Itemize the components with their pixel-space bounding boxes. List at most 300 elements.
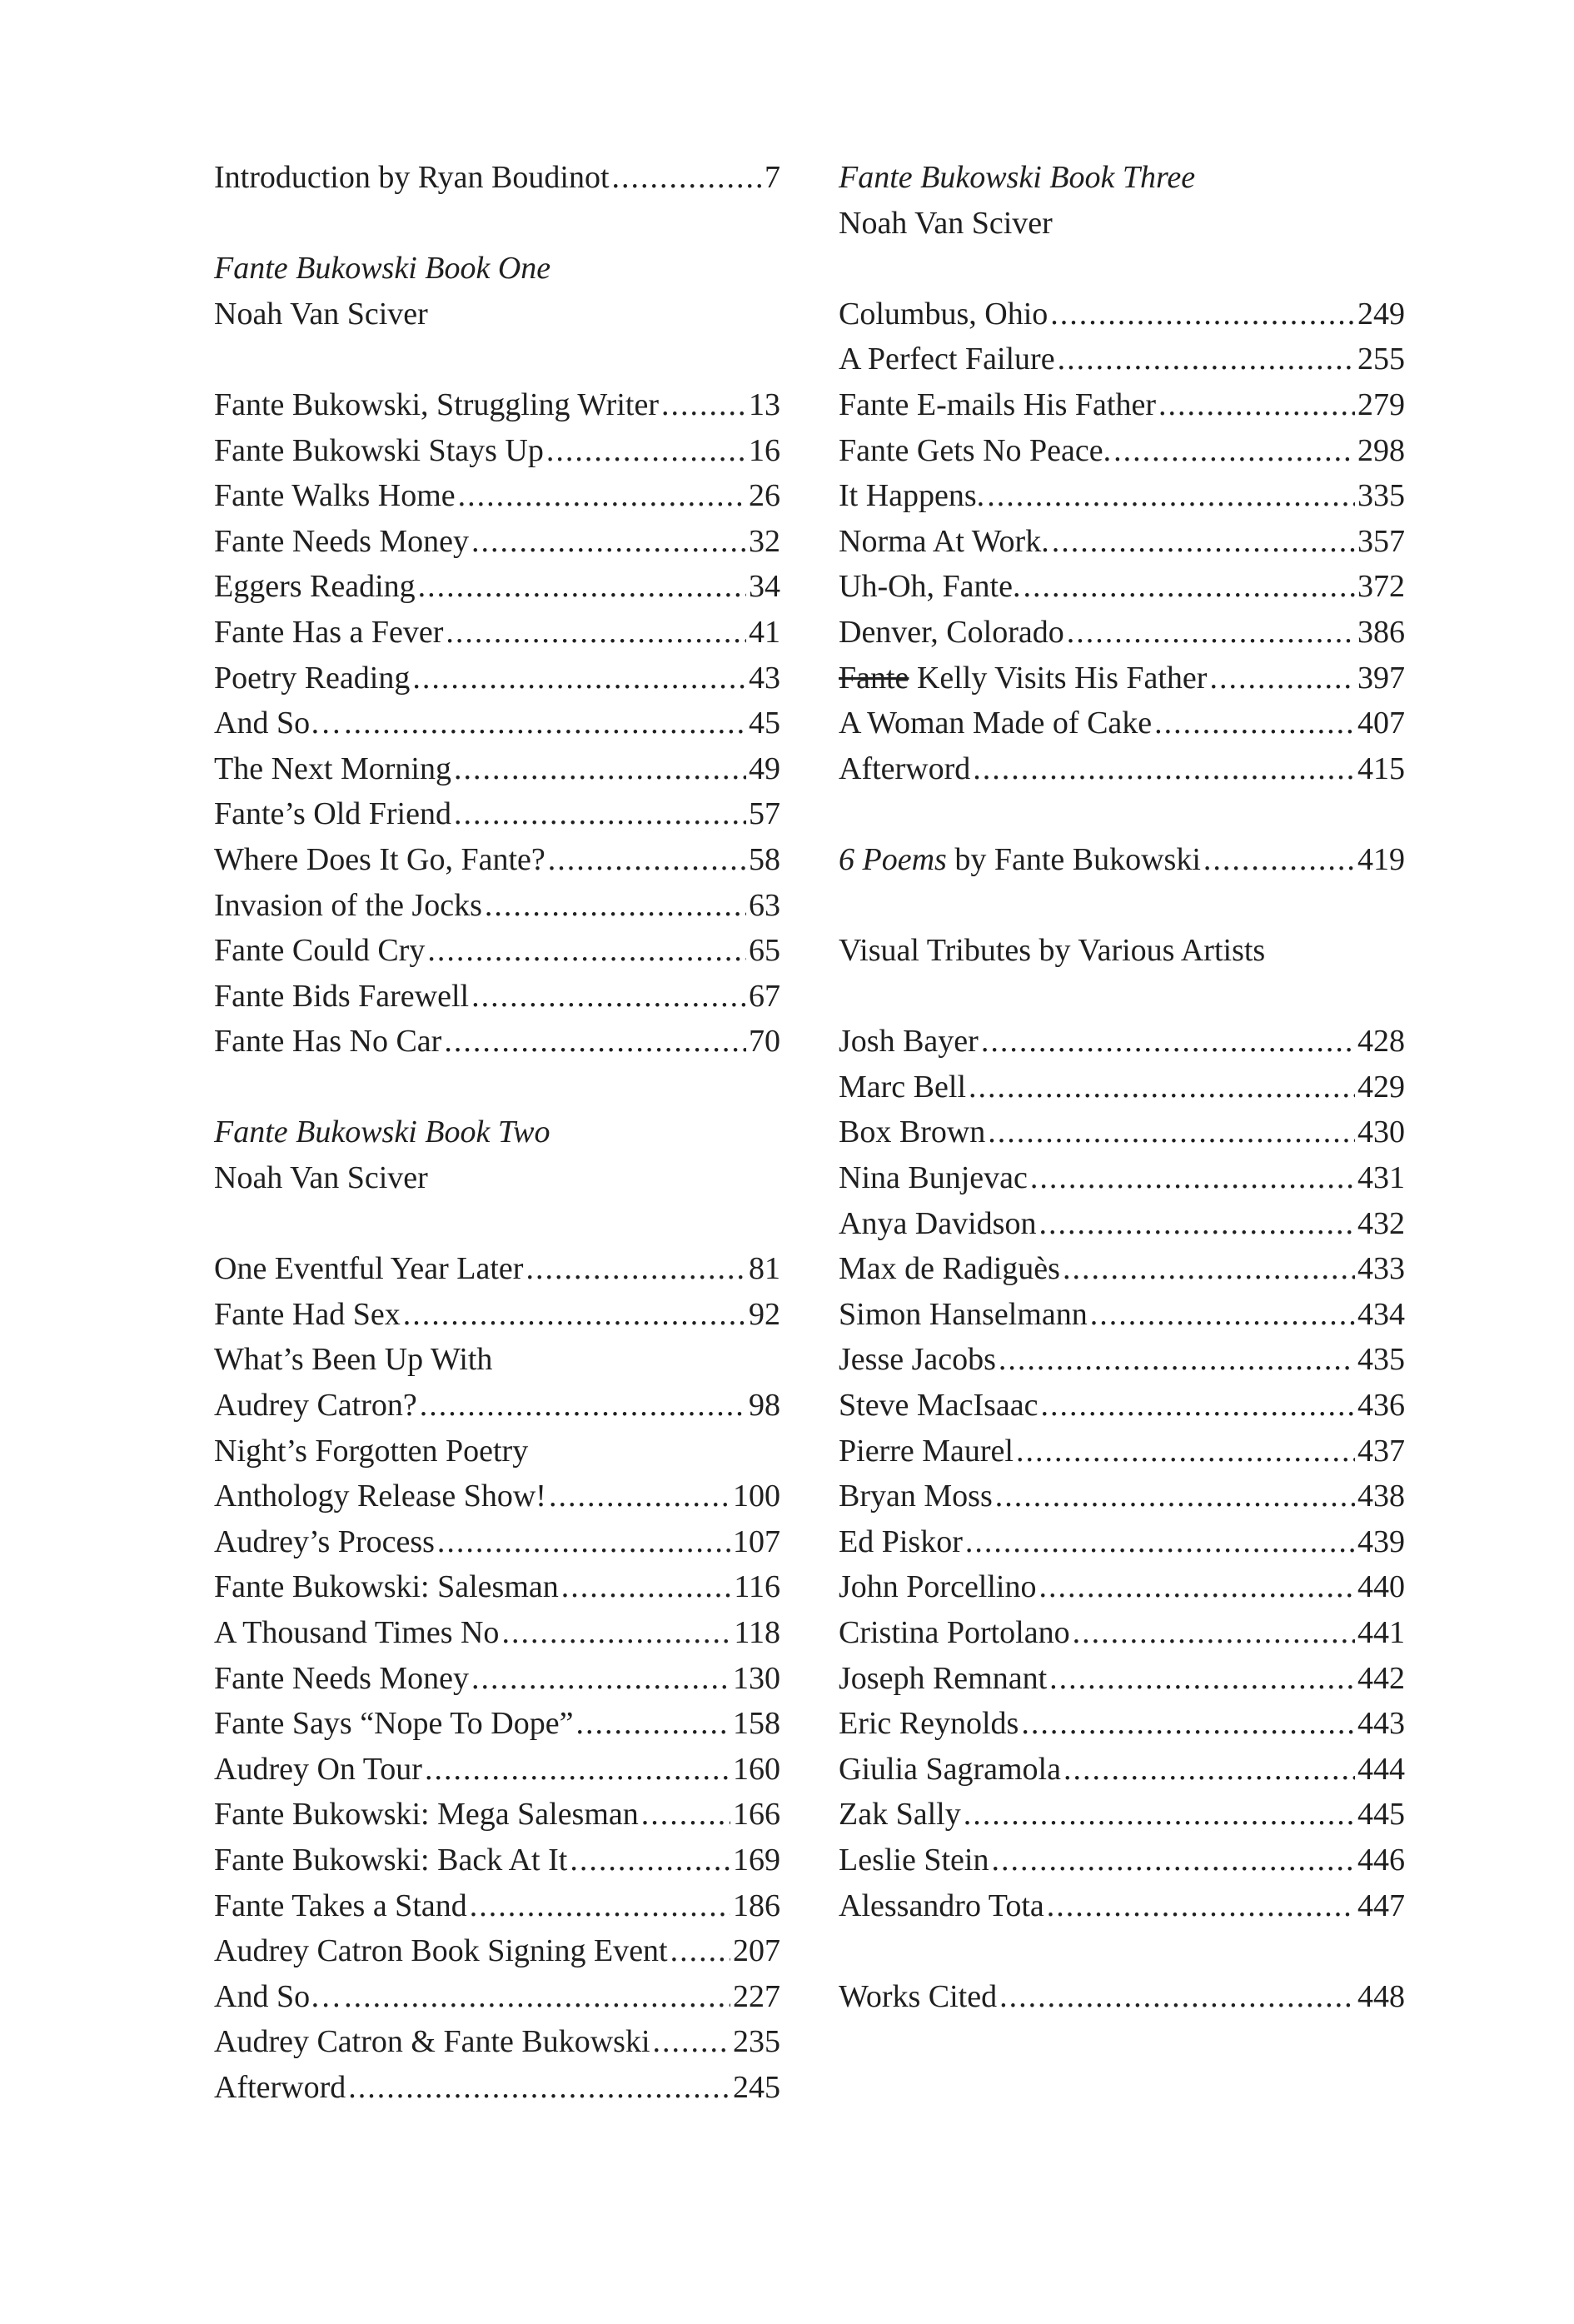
toc-entry[interactable]	[839, 1383, 1405, 1429]
toc-entry-title: Afterword	[839, 751, 971, 786]
toc-entry[interactable]	[839, 473, 1405, 519]
spacer	[839, 246, 1405, 292]
dot-leader	[987, 473, 1355, 519]
toc-entry-title: Steve MacIsaac	[839, 1388, 1039, 1424]
toc-entry-title: Fante Needs Money	[214, 523, 470, 559]
toc-entry-page: 160	[733, 1751, 780, 1787]
toc-entry-title: Anya Davidson	[839, 1205, 1037, 1241]
toc-entry-page: 437	[1357, 1433, 1405, 1469]
book-two-entries	[214, 1246, 780, 2110]
toc-entry-title: One Eventful Year Later	[214, 1251, 524, 1287]
toc-entry-title: Fante Has No Car	[214, 1024, 442, 1060]
section-heading-book-three	[839, 155, 1405, 201]
toc-entry-page: 440	[1357, 1569, 1405, 1605]
toc-entry-title: Columbus, Ohio	[839, 296, 1049, 332]
dot-leader	[1209, 656, 1355, 701]
toc-entry[interactable]	[214, 1383, 780, 1429]
dot-leader	[1039, 1201, 1355, 1247]
toc-entry[interactable]	[214, 791, 780, 837]
toc-entry-page: 107	[733, 1524, 780, 1559]
toc-entry[interactable]	[839, 1610, 1405, 1656]
dot-leader	[1058, 337, 1355, 382]
toc-entry-page: 279	[1357, 387, 1405, 422]
toc-entry-page: 166	[733, 1797, 780, 1833]
toc-entry[interactable]	[839, 1246, 1405, 1292]
dot-leader	[418, 564, 746, 610]
struck-word: Fante	[839, 660, 909, 696]
toc-entry[interactable]	[214, 701, 780, 746]
section-heading: Fante Bukowski Book Three	[839, 160, 1196, 195]
toc-entry-title: Simon Hanselmann	[839, 1296, 1088, 1332]
spacer	[214, 1201, 780, 1247]
toc-entry[interactable]	[839, 1701, 1405, 1747]
toc-entry-works-cited[interactable]	[839, 1974, 1405, 2020]
toc-entry-page: 441	[1357, 1615, 1405, 1650]
toc-entry-page: 397	[1357, 660, 1405, 696]
toc-entry[interactable]	[839, 1474, 1405, 1519]
toc-entry-page: 81	[749, 1251, 780, 1287]
toc-entry[interactable]	[839, 1292, 1405, 1338]
toc-entry-page: 428	[1357, 1024, 1405, 1060]
dot-leader	[471, 1656, 730, 1702]
toc-entry[interactable]	[839, 292, 1405, 337]
toc-entry[interactable]	[214, 1747, 780, 1793]
dot-leader	[525, 1246, 746, 1292]
dot-leader	[1158, 382, 1355, 428]
author-name: Noah Van Sciver	[839, 205, 1053, 241]
toc-entry-title: Introduction by Ryan Boudinot	[214, 160, 610, 195]
dot-leader	[1021, 1701, 1355, 1747]
toc-entry[interactable]	[839, 428, 1405, 474]
toc-entry-page: 438	[1357, 1479, 1405, 1514]
toc-entry[interactable]	[214, 1974, 780, 2020]
toc-entry-page: 443	[1357, 1706, 1405, 1742]
toc-entry-page: 255	[1357, 342, 1405, 377]
toc-entry-page: 100	[733, 1479, 780, 1514]
dot-leader	[454, 746, 746, 792]
toc-entry[interactable]	[214, 519, 780, 565]
dot-leader	[641, 1792, 730, 1838]
dot-leader	[348, 2065, 730, 2111]
toc-entry-title: Pierre Maurel	[839, 1433, 1014, 1469]
toc-entry[interactable]	[839, 1747, 1405, 1793]
toc-entry-page: 435	[1357, 1342, 1405, 1378]
toc-entry-title: Ed Piskor	[839, 1524, 963, 1559]
toc-entry-page: 67	[749, 978, 780, 1014]
toc-entry-title: A Perfect Failure	[839, 342, 1055, 377]
toc-entry[interactable]	[839, 1519, 1405, 1565]
toc-entry-page: 63	[749, 887, 780, 923]
toc-left-column	[214, 155, 780, 2111]
tribute-entries	[839, 1019, 1405, 1928]
toc-entry-title: Fante Takes a Stand	[214, 1888, 467, 1923]
dot-leader	[965, 1519, 1355, 1565]
toc-entry[interactable]	[839, 1110, 1405, 1155]
dot-leader	[653, 2019, 730, 2065]
dot-leader	[991, 1838, 1355, 1883]
toc-entry-page: 207	[733, 1933, 780, 1969]
toc-entry[interactable]	[214, 2019, 780, 2065]
toc-entry-title: Fante Says “Nope To Dope”	[214, 1706, 574, 1742]
toc-entry[interactable]	[214, 610, 780, 656]
dot-leader	[549, 1474, 730, 1519]
dot-leader	[612, 155, 763, 201]
toc-entry[interactable]	[214, 656, 780, 701]
toc-entry-page: 98	[749, 1388, 780, 1424]
dot-leader	[999, 1974, 1355, 2020]
toc-entry-page: 227	[733, 1978, 780, 2014]
toc-entry-title: Leslie Stein	[839, 1842, 989, 1878]
dot-leader	[1041, 1383, 1356, 1429]
toc-entry-title-text: Kelly Visits His Father	[916, 660, 1208, 696]
dot-leader	[1073, 1610, 1355, 1656]
toc-entry-page: 433	[1357, 1251, 1405, 1287]
section-author	[839, 201, 1405, 247]
toc-entry-page: 26	[749, 478, 780, 514]
toc-entry[interactable]	[214, 974, 780, 1020]
dot-leader	[570, 1838, 730, 1883]
toc-entry[interactable]	[214, 1474, 780, 1519]
toc-entry-title: Fante Bukowski: Back At It	[214, 1842, 568, 1878]
author-name: Noah Van Sciver	[214, 1160, 428, 1196]
toc-entry[interactable]	[214, 1564, 780, 1610]
toc-right-column	[839, 155, 1405, 2019]
toc-entry-title: John Porcellino	[839, 1569, 1037, 1605]
dot-leader	[344, 1974, 730, 2020]
toc-entry-title: Eric Reynolds	[839, 1706, 1019, 1742]
book-one-entries	[214, 382, 780, 1065]
toc-entry-page: 432	[1357, 1205, 1405, 1241]
dot-leader	[1052, 519, 1355, 565]
dot-leader	[446, 610, 746, 656]
book-three-entries	[839, 292, 1405, 792]
toc-entry-title: Anthology Release Show!	[214, 1479, 546, 1514]
toc-entry-title: Cristina Portolano	[839, 1615, 1070, 1650]
spacer	[839, 1928, 1405, 1974]
dot-leader	[1063, 1747, 1355, 1793]
toc-entry-title: Fante Could Cry	[214, 933, 426, 969]
toc-entry-page: 7	[765, 160, 780, 195]
dot-leader	[1049, 1656, 1355, 1702]
toc-entry-title: Nina Bunjevac	[839, 1160, 1028, 1196]
toc-entry[interactable]	[839, 1564, 1405, 1610]
toc-entry[interactable]	[214, 746, 780, 792]
toc-entry-title: Zak Sally	[839, 1797, 961, 1833]
toc-entry-page: 58	[749, 841, 780, 877]
dot-leader	[485, 883, 746, 929]
dot-leader	[964, 1792, 1355, 1838]
toc-entry-title	[839, 656, 1207, 701]
toc-entry-title: Denver, Colorado	[839, 614, 1064, 650]
toc-entry-title: Fante Bids Farewell	[214, 978, 470, 1014]
spacer	[839, 791, 1405, 837]
toc-entry-page: 446	[1357, 1842, 1405, 1878]
toc-entry-title: Fante’s Old Friend	[214, 796, 451, 832]
poems-italic: 6 Poems	[839, 841, 947, 877]
dot-leader	[471, 519, 746, 565]
toc-entry[interactable]	[839, 564, 1405, 610]
toc-entry-page: 415	[1357, 751, 1405, 786]
dot-leader	[548, 837, 746, 883]
toc-entry-page: 49	[749, 751, 780, 786]
toc-entry-title: Night’s Forgotten Poetry	[214, 1433, 529, 1469]
dot-leader	[1113, 428, 1355, 474]
toc-entry-title: And So…	[214, 1978, 342, 2014]
toc-entry-page: 386	[1357, 614, 1405, 650]
toc-entry[interactable]	[839, 519, 1405, 565]
toc-entry[interactable]	[839, 382, 1405, 428]
toc-entry-title: Jesse Jacobs	[839, 1342, 996, 1378]
toc-entry-title: Fante E-mails His Father	[839, 387, 1156, 422]
toc-entry-title: Fante Bukowski: Mega Salesman	[214, 1797, 639, 1833]
toc-entry[interactable]	[214, 883, 780, 929]
toc-entry[interactable]	[839, 1883, 1405, 1929]
toc-entry-title: Audrey Catron & Fante Bukowski	[214, 2024, 650, 2060]
toc-entry-page: 447	[1357, 1888, 1405, 1923]
toc-entry-page: 130	[733, 1660, 780, 1696]
toc-entry[interactable]	[839, 1337, 1405, 1383]
toc-entry-page: 16	[749, 432, 780, 468]
toc-entry-title: What’s Been Up With	[214, 1342, 493, 1378]
toc-entry-page: 118	[734, 1615, 780, 1650]
toc-entry-page: 357	[1357, 523, 1405, 559]
section-author	[214, 1155, 780, 1201]
toc-entry[interactable]	[214, 428, 780, 474]
toc-entry-page: 430	[1357, 1115, 1405, 1150]
toc-entry-title: Audrey Catron Book Signing Event	[214, 1933, 668, 1969]
dot-leader	[1023, 564, 1355, 610]
section-heading: Fante Bukowski Book Two	[214, 1115, 550, 1150]
dot-leader	[995, 1474, 1355, 1519]
dot-leader	[1050, 292, 1355, 337]
spacer	[839, 883, 1405, 929]
dot-leader	[988, 1110, 1355, 1155]
dot-leader	[981, 1019, 1355, 1065]
dot-leader	[969, 1065, 1355, 1110]
toc-entry-title: Giulia Sagramola	[839, 1751, 1061, 1787]
dot-leader	[999, 1337, 1355, 1383]
toc-entry[interactable]	[214, 837, 780, 883]
toc-entry-page: 235	[733, 2024, 780, 2060]
toc-entry-page: 34	[749, 569, 780, 605]
toc-entry[interactable]	[214, 1838, 780, 1883]
toc-entry-page: 445	[1357, 1797, 1405, 1833]
toc-entry-page: 431	[1357, 1160, 1405, 1196]
spacer	[214, 1065, 780, 1110]
toc-entry-title-line[interactable]	[214, 1429, 780, 1474]
dot-leader	[425, 1747, 730, 1793]
toc-entry-title: Afterword	[214, 2069, 346, 2105]
toc-entry-page: 298	[1357, 432, 1405, 468]
section-heading-book-two	[214, 1110, 780, 1155]
toc-entry-title: Fante Walks Home	[214, 478, 456, 514]
toc-entry[interactable]	[839, 1201, 1405, 1247]
toc-entry-page: 92	[749, 1296, 780, 1332]
toc-entry-title: Fante Bukowski Stays Up	[214, 432, 544, 468]
toc-entry[interactable]	[214, 1519, 780, 1565]
toc-entry[interactable]	[214, 382, 780, 428]
toc-entry-page: 419	[1357, 841, 1405, 877]
spacer	[214, 337, 780, 382]
dot-leader	[661, 382, 746, 428]
spacer	[214, 201, 780, 247]
toc-entry[interactable]	[214, 1246, 780, 1292]
dot-leader	[1203, 837, 1355, 883]
toc-entry-title: Eggers Reading	[214, 569, 416, 605]
dot-leader	[420, 1383, 746, 1429]
toc-entry-title: A Thousand Times No	[214, 1615, 500, 1650]
toc-entry[interactable]	[839, 337, 1405, 382]
toc-entry-title: Poetry Reading	[214, 660, 411, 696]
dot-leader	[1016, 1429, 1355, 1474]
toc-entry[interactable]	[839, 1429, 1405, 1474]
toc-entry-title: Fante Bukowski: Salesman	[214, 1569, 559, 1605]
toc-entry-title: It Happens.	[839, 478, 985, 514]
toc-entry[interactable]	[214, 1610, 780, 1656]
toc-entry-title: Invasion of the Jocks	[214, 887, 482, 923]
section-author	[214, 292, 780, 337]
poems-byline: by Fante Bukowski	[954, 841, 1201, 877]
toc-entry-title: Josh Bayer	[839, 1024, 979, 1060]
toc-entry[interactable]	[214, 1656, 780, 1702]
toc-entry-introduction[interactable]	[214, 155, 780, 201]
dot-leader	[471, 974, 746, 1020]
spacer	[839, 974, 1405, 1020]
dot-leader	[454, 791, 746, 837]
toc-entry-title: Fante Needs Money	[214, 1660, 470, 1696]
toc-entry[interactable]	[214, 1792, 780, 1838]
dot-leader	[1067, 610, 1355, 656]
toc-entry[interactable]	[839, 1838, 1405, 1883]
toc-entry-page: 41	[749, 614, 780, 650]
toc-entry-page: 245	[733, 2069, 780, 2105]
toc-entry-page: 13	[749, 387, 780, 422]
section-heading: Visual Tributes by Various Artists	[839, 933, 1266, 969]
toc-entry[interactable]	[839, 1065, 1405, 1110]
toc-entry-title: Alessandro Tota	[839, 1888, 1044, 1923]
toc-entry-poems[interactable]	[839, 837, 1405, 883]
dot-leader	[427, 928, 746, 974]
toc-entry[interactable]	[214, 1701, 780, 1747]
dot-leader	[973, 746, 1355, 792]
dot-leader	[1039, 1564, 1355, 1610]
toc-entry-title: Fante Had Sex	[214, 1296, 401, 1332]
toc-entry[interactable]	[214, 928, 780, 974]
toc-entry[interactable]	[839, 701, 1405, 746]
dot-leader	[344, 701, 746, 746]
toc-entry-title: Fante Gets No Peace.	[839, 432, 1112, 468]
toc-entry[interactable]	[214, 564, 780, 610]
dot-leader	[561, 1564, 732, 1610]
toc-entry-title: And So…	[214, 706, 342, 741]
toc-entry[interactable]	[839, 656, 1405, 701]
toc-entry-title: Where Does It Go, Fante?	[214, 841, 545, 877]
dot-leader	[1154, 701, 1355, 746]
toc-entry-page: 158	[733, 1706, 780, 1742]
toc-entry-page: 434	[1357, 1296, 1405, 1332]
toc-entry-page: 407	[1357, 706, 1405, 741]
toc-entry-page: 70	[749, 1024, 780, 1060]
toc-entry-page: 116	[734, 1569, 780, 1605]
toc-entry-title	[839, 837, 1201, 883]
toc-entry-title: Max de Radiguès	[839, 1251, 1060, 1287]
dot-leader	[501, 1610, 731, 1656]
toc-entry-page: 32	[749, 523, 780, 559]
toc-entry-page: 372	[1357, 569, 1405, 605]
toc-entry[interactable]	[839, 1155, 1405, 1201]
dot-leader	[1090, 1292, 1355, 1338]
toc-entry-title: Audrey’s Process	[214, 1524, 435, 1559]
dot-leader	[437, 1519, 730, 1565]
toc-entry-title-line[interactable]	[214, 1337, 780, 1383]
toc-entry-title: Works Cited	[839, 1978, 998, 2014]
dot-leader	[458, 473, 746, 519]
toc-entry-page: 439	[1357, 1524, 1405, 1559]
toc-entry-page: 335	[1357, 478, 1405, 514]
toc-entry-title: Audrey On Tour	[214, 1751, 422, 1787]
toc-entry[interactable]	[839, 610, 1405, 656]
dot-leader	[1047, 1883, 1355, 1929]
toc-entry-title: Box Brown	[839, 1115, 986, 1150]
toc-entry-page: 429	[1357, 1069, 1405, 1105]
toc-entry-title: Audrey Catron?	[214, 1388, 417, 1424]
toc-entry-page: 442	[1357, 1660, 1405, 1696]
toc-entry-title: Uh-Oh, Fante.	[839, 569, 1021, 605]
toc-entry[interactable]	[839, 746, 1405, 792]
toc-entry[interactable]	[214, 2065, 780, 2111]
toc-entry-page: 186	[733, 1888, 780, 1923]
dot-leader	[444, 1019, 746, 1065]
dot-leader	[546, 428, 746, 474]
toc-entry[interactable]	[214, 1928, 780, 1974]
toc-entry-page: 444	[1357, 1751, 1405, 1787]
toc-entry[interactable]	[214, 1292, 780, 1338]
toc-entry[interactable]	[214, 1019, 780, 1065]
toc-entry-page: 448	[1357, 1978, 1405, 2014]
section-heading: Fante Bukowski Book One	[214, 251, 551, 287]
dot-leader	[1030, 1155, 1355, 1201]
toc-entry-title: A Woman Made of Cake	[839, 706, 1153, 741]
toc-entry[interactable]	[214, 473, 780, 519]
toc-entry[interactable]	[839, 1792, 1405, 1838]
toc-entry[interactable]	[214, 1883, 780, 1929]
dot-leader	[403, 1292, 746, 1338]
toc-entry-title: Marc Bell	[839, 1069, 967, 1105]
toc-entry-title: Norma At Work.	[839, 523, 1049, 559]
dot-leader	[412, 656, 746, 701]
toc-entry-page: 43	[749, 660, 780, 696]
toc-entry-title: Joseph Remnant	[839, 1660, 1048, 1696]
toc-entry-title: Fante Has a Fever	[214, 614, 444, 650]
toc-entry-page: 45	[749, 706, 780, 741]
toc-entry-page: 65	[749, 933, 780, 969]
toc-entry-page: 436	[1357, 1388, 1405, 1424]
dot-leader	[470, 1883, 730, 1929]
author-name: Noah Van Sciver	[214, 296, 428, 332]
toc-entry[interactable]	[839, 1656, 1405, 1702]
toc-entry-title: The Next Morning	[214, 751, 451, 786]
dot-leader	[575, 1701, 730, 1747]
toc-entry[interactable]	[839, 1019, 1405, 1065]
toc-entry-page: 169	[733, 1842, 780, 1878]
toc-entry-page: 249	[1357, 296, 1405, 332]
toc-entry-page: 57	[749, 796, 780, 832]
section-heading-book-one	[214, 246, 780, 292]
dot-leader	[1063, 1246, 1355, 1292]
toc-entry-title: Fante Bukowski, Struggling Writer	[214, 387, 659, 422]
dot-leader	[670, 1928, 730, 1974]
toc-entry-title: Bryan Moss	[839, 1479, 993, 1514]
